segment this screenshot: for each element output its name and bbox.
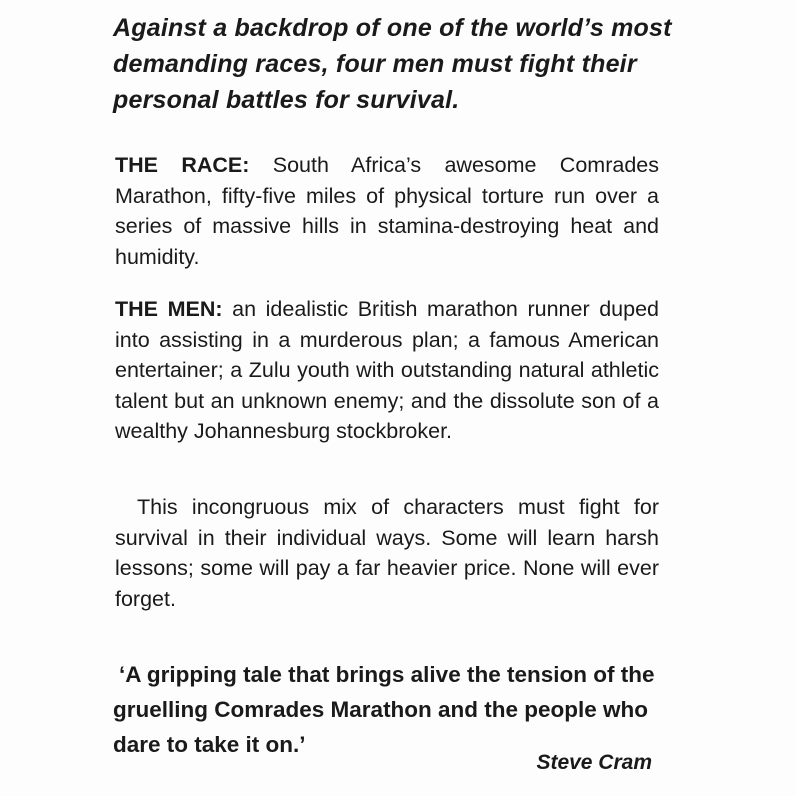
- quote-attribution: Steve Cram: [536, 751, 652, 774]
- men-paragraph: [115, 294, 659, 447]
- men-heading: THE MEN:: [115, 297, 223, 321]
- tagline: Against a backdrop of one of the world’s most demanding races, four men must fight their personal battles for survival.: [113, 14, 672, 114]
- review-quote-text: ‘A gripping tale that brings alive the tension of the gruelling Comrades Marathon and the people who dare to take it on.’: [113, 662, 655, 757]
- men-description: an idealistic British marathon runner duped into assisting in a murderous plan; a famous American entertainer; a Zulu youth with outstanding natural athletic talent but an unknown enemy; and the dissolute son of a wealthy Johannesburg stockbroker.: [115, 297, 659, 443]
- review-quote: [113, 657, 661, 762]
- race-paragraph: [115, 150, 659, 272]
- race-heading: THE RACE:: [115, 153, 250, 177]
- characters-paragraph: This incongruous mix of characters must fight for survival in their individual ways. Some will learn harsh lessons; some will pay a far heavier price. None will ever forget.: [115, 495, 659, 611]
- race-description: South Africa’s awesome Comrades Marathon, fifty-five miles of physical torture run over a series of massive hills in stamina-destroying heat and humidity.: [115, 153, 659, 269]
